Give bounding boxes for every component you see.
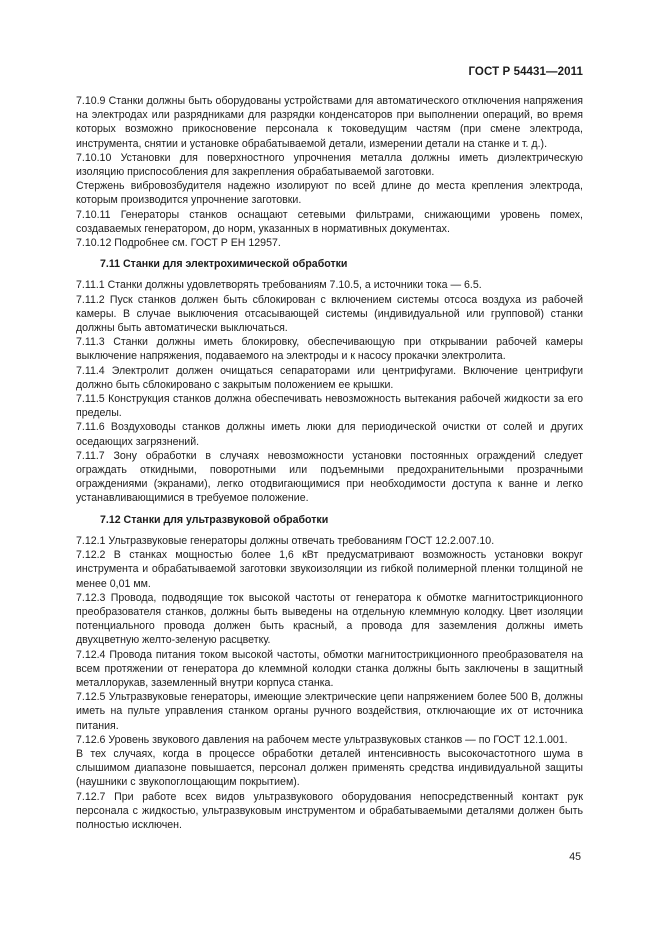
paragraph-vibrator-rod: Стержень вибровозбудителя надежно изолируют по всей длине до места крепления электрода, которым производится упрочнение заготовки.: [76, 180, 583, 207]
document-body: [76, 94, 583, 832]
paragraph-7-10-10: 7.10.10 Установки для поверхностного упрочнения металла должны иметь диэлектрическую изоляцию приспособления для закрепления обрабатываемой заготовки.: [76, 151, 583, 179]
paragraph-7-12-5: 7.12.5 Ультразвуковые генераторы, имеющие электрические цепи напряжением более 500 В, должны иметь на пульте управления станком органы ручного воздействия, отключающие их от источника питания.: [76, 691, 583, 732]
paragraph-7-10-11: 7.10.11 Генераторы станков оснащают сетевыми фильтрами, снижающими уровень помех, создаваемых генератором, до норм, указанных в нормативных документах.: [76, 208, 583, 235]
paragraph-7-11-7: 7.11.7 Зону обработки в случаях невозможности установки постоянных ограждений следует ограждать откидными, поворотными или подъемными предохранительными прозрачными ограждениями (экранами), легко отодвигающимися при необходимости доступа к ванне и легко устанавливающимися в требуемое положение.: [76, 449, 583, 505]
section-heading-7-12: 7.12 Станки для ультразвуковой обработки: [100, 513, 329, 526]
spacer: [76, 271, 583, 278]
spacer: [76, 250, 583, 257]
paragraph-7-12-4: 7.12.4 Провода питания током высокой частоты, обмотки магнитострикционного преобразователя на всем протяжении от генератора до клеммной колодки станка должны быть заключены в защитный металлорукав, заземленный внутри корпуса станка.: [76, 648, 583, 689]
spacer: [76, 527, 583, 534]
paragraph-7-11-4: 7.11.4 Электролит должен очищаться сепараторами или центрифугами. Включение центрифуги должно быть сблокировано с закрытым положением ее крышки.: [76, 364, 583, 391]
paragraph-7-12-7: 7.12.7 При работе всех видов ультразвукового оборудования непосредственный контакт рук персонала с жидкостью, ультразвуковым инструментом и обрабатываемыми деталями должен быть полностью исключен.: [76, 790, 583, 831]
section-heading-7-11: 7.11 Станки для электрохимической обработки: [100, 258, 348, 271]
paragraph-7-12-1: 7.12.1 Ультразвуковые генераторы должны отвечать требованиям ГОСТ 12.2.007.10.: [76, 534, 495, 547]
paragraph-7-11-2: 7.11.2 Пуск станков должен быть сблокирован с включением системы отсоса воздуха из рабочей камеры. В случае выключения отсасывающей системы (индивидуальной или групповой) станки должны быть автоматически выключаться.: [76, 293, 583, 335]
paragraph-hf-noise: В тех случаях, когда в процессе обработки деталей интенсивность высокочастотного шума в слышимом диапазоне повышается, персонал должен применять средства индивидуальной защиты (наушники с звукопоглощающим покрытием).: [76, 747, 583, 789]
paragraph-7-11-3: 7.11.3 Станки должны иметь блокировку, обеспечивающую при открывании рабочей камеры выключение напряжения, подаваемого на электроды и к насосу прокачки электролита.: [76, 336, 583, 363]
paragraph-7-11-6: 7.11.6 Воздуховоды станков должны иметь люки для периодической очистки от солей и других оседающих загрязнений.: [76, 421, 583, 448]
paragraph-7-11-5: 7.11.5 Конструкция станков должна обеспечивать невозможность вытекания рабочей жидкости за его пределы.: [76, 393, 583, 420]
paragraph-7-10-9: 7.10.9 Станки должны быть оборудованы устройствами для автоматического отключения напряжения на электродах или разрядниками для разрядки конденсаторов при выполнении операций, во время которых возможно прикосновение персонала к токоведущим частям (при смене электрода, инструмента, снятии и установке обрабатываемой детали, измерении детали на станке и т. д.).: [76, 95, 583, 150]
page-number: 45: [569, 851, 581, 863]
paragraph-7-10-12: 7.10.12 Подробнее см. ГОСТ Р ЕН 12957.: [76, 237, 281, 250]
paragraph-7-11-1: 7.11.1 Станки должны удовлетворять требованиям 7.10.5, а источники тока — 6.5.: [76, 279, 482, 292]
paragraph-7-12-6: 7.12.6 Уровень звукового давления на рабочем месте ультразвуковых станков — по ГОСТ 12.1.001.: [76, 733, 568, 746]
document-code: ГОСТ Р 54431—2011: [468, 66, 583, 78]
paragraph-7-12-3: 7.12.3 Провода, подводящие ток высокой частоты от генератора к обмотке магнитострикционного преобразователя станков, должны быть выведены на отдельную клеммную колодку. Цвет изоляции потенциального провода должен быть красный, а провода для заземления должны иметь двухцветную желто-зеленую расцветку.: [76, 591, 583, 647]
paragraph-7-12-2: 7.12.2 В станках мощностью более 1,6 кВт предусматривают возможность установки вокруг инструмента и обрабатываемой заготовки звукоизоляции из гибкой полимерной пленки толщиной не менее 0,01 мм.: [76, 549, 583, 590]
spacer: [76, 506, 583, 513]
